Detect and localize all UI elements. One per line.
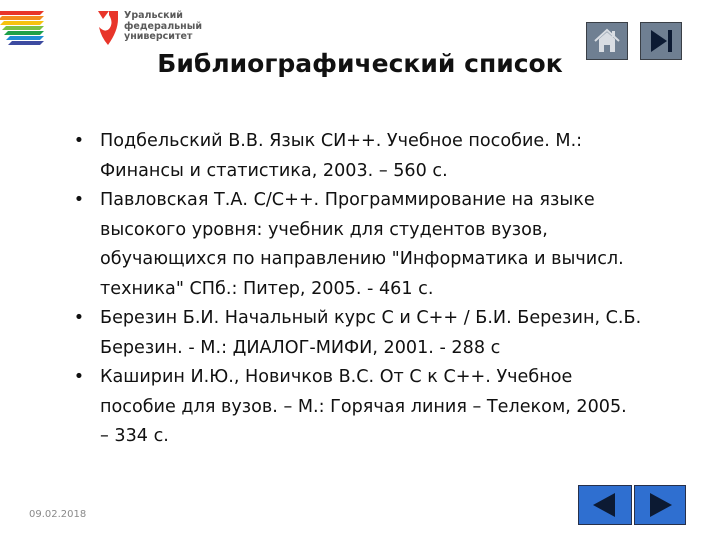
- list-item-line: обучающихся по направлению "Информатика и вычисл.: [100, 249, 624, 269]
- list-item-line: Финансы и статистика, 2003. – 560 с.: [100, 160, 448, 181]
- bullet-icon: •: [73, 308, 85, 328]
- logo-line: университет: [124, 31, 193, 42]
- brand-stripe: [2, 26, 44, 30]
- bullet-icon: •: [73, 190, 85, 210]
- slide-title: Библиографический список: [157, 49, 563, 78]
- list-item-line: Подбельский В.В. Язык СИ++. Учебное пособие. М.:: [100, 131, 583, 151]
- list-item-line: техника" СПб.: Питер, 2005. - 461 с.: [100, 278, 434, 299]
- list-item: [72, 186, 702, 304]
- arrow-left-icon: [585, 490, 625, 520]
- logo-line: Уральский: [124, 10, 183, 21]
- brand-stripe: [6, 36, 44, 40]
- urfu-logo-icon: [97, 9, 119, 47]
- arrow-right-icon: [640, 490, 680, 520]
- list-item-line: пособие для вузов. – М.: Горячая линия – Телеком, 2005.: [100, 396, 627, 417]
- brand-stripe: [0, 16, 44, 20]
- list-item: [72, 304, 702, 363]
- list-item-line: Каширин И.Ю., Новичков В.С. От С к С++. Учебное: [100, 367, 573, 387]
- brand-stripe: [4, 31, 44, 35]
- bullet-icon: •: [73, 131, 85, 151]
- list-item-line: Березин. - М.: ДИАЛОГ-МИФИ, 2001. - 288 с: [100, 337, 501, 358]
- list-item: [72, 363, 702, 452]
- list-item-line: высокого уровня: учебник для студентов вузов,: [100, 219, 548, 240]
- list-item: [72, 127, 702, 186]
- slide-date: 09.02.2018: [29, 509, 87, 520]
- bullet-icon: •: [73, 367, 85, 387]
- brand-stripes: [0, 11, 72, 45]
- prev-slide-button[interactable]: [578, 485, 632, 525]
- list-item-line: Павловская Т.А. С/С++. Программирование на языке: [100, 190, 595, 210]
- list-item-line: – 334 с.: [100, 426, 169, 446]
- next-slide-button[interactable]: [634, 485, 686, 525]
- brand-stripe: [0, 21, 44, 25]
- brand-stripe: [8, 41, 44, 45]
- bibliography-list: [72, 127, 702, 452]
- brand-stripe: [0, 11, 44, 15]
- university-logo-text: [124, 11, 202, 43]
- logo-line: федеральный: [124, 20, 202, 32]
- list-item-line: Березин Б.И. Начальный курс С и С++ / Б.И. Березин, С.Б.: [100, 308, 642, 328]
